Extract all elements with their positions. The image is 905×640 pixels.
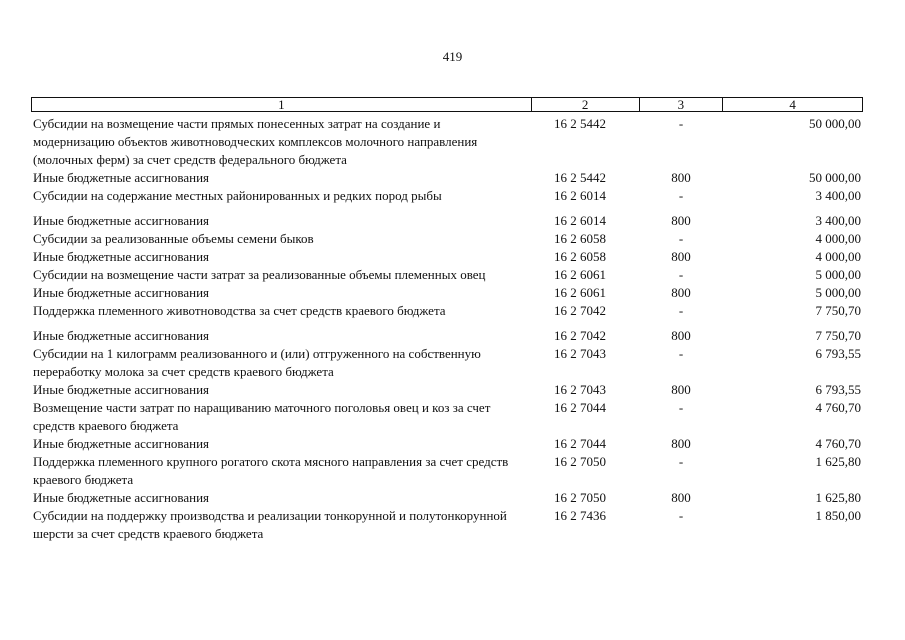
table-row: [31, 169, 863, 187]
row-code: 16 2 7043: [554, 382, 606, 397]
row-type: -: [678, 454, 684, 469]
row-type: 800: [671, 490, 691, 505]
table-row: [31, 230, 863, 248]
row-type: 800: [671, 213, 691, 228]
row-type: 800: [671, 249, 691, 264]
row-code: 16 2 7044: [554, 436, 606, 451]
row-code: 16 2 7042: [554, 303, 606, 318]
row-amount: 4 000,00: [815, 249, 861, 264]
row-amount: 7 750,70: [815, 303, 861, 318]
row-amount: 4 000,00: [815, 231, 861, 246]
row-type: -: [678, 400, 684, 415]
row-name: Поддержка племенного животноводства за счет средств краевого бюджета: [33, 303, 446, 318]
row-code: 16 2 7050: [554, 490, 606, 505]
table-row: [31, 248, 863, 266]
table-row: [31, 489, 863, 507]
page-number: 419: [442, 49, 463, 64]
row-code: 16 2 7042: [554, 328, 606, 343]
table-row: [31, 302, 863, 320]
row-amount: 1 625,80: [815, 490, 861, 505]
row-amount: 50 000,00: [809, 116, 861, 131]
row-code: 16 2 6014: [554, 188, 606, 203]
row-amount: 7 750,70: [815, 328, 861, 343]
row-amount: 6 793,55: [815, 382, 861, 397]
row-amount: 6 793,55: [815, 346, 861, 361]
table-row: [31, 381, 863, 399]
row-amount: 50 000,00: [809, 170, 861, 185]
table-row: [31, 284, 863, 302]
table-row: [31, 345, 863, 381]
table-row: [31, 435, 863, 453]
row-code: 16 2 6058: [554, 249, 606, 264]
table-row: [31, 507, 863, 543]
row-code: 16 2 6014: [554, 213, 606, 228]
row-code: 16 2 7436: [554, 508, 606, 523]
table-row: [31, 187, 863, 205]
table-row: [31, 115, 863, 169]
row-name: Иные бюджетные ассигнования: [33, 170, 210, 185]
row-type: 800: [671, 382, 691, 397]
table-row: [31, 212, 863, 230]
row-code: 16 2 7043: [554, 346, 606, 361]
row-name: Иные бюджетные ассигнования: [33, 328, 210, 343]
table-row: [31, 399, 863, 435]
row-amount: 4 760,70: [815, 400, 861, 415]
row-type: -: [678, 231, 684, 246]
row-name: Субсидии за реализованные объемы семени быков: [33, 231, 314, 246]
table-row: [31, 266, 863, 284]
row-name: Поддержка племенного крупного рогатого скота мясного направления за счет средств краевого бюджета: [33, 454, 509, 487]
row-code: 16 2 5442: [554, 170, 606, 185]
row-name: Субсидии на поддержку производства и реализации тонкорунной и полутонкорунной шерсти за счет средств краевого бюджета: [33, 508, 507, 541]
row-type: 800: [671, 436, 691, 451]
row-amount: 5 000,00: [815, 285, 861, 300]
row-code: 16 2 6058: [554, 231, 606, 246]
header-col-3: 3: [639, 98, 723, 111]
row-amount: 3 400,00: [815, 213, 861, 228]
header-col-2: 2: [531, 98, 639, 111]
row-name: Иные бюджетные ассигнования: [33, 285, 210, 300]
row-name: Иные бюджетные ассигнования: [33, 249, 210, 264]
row-name: Иные бюджетные ассигнования: [33, 490, 210, 505]
table-header: [31, 97, 863, 112]
table-row: [31, 327, 863, 345]
row-amount: 4 760,70: [815, 436, 861, 451]
row-code: 16 2 7050: [554, 454, 606, 469]
row-code: 16 2 6061: [554, 285, 606, 300]
row-name: Иные бюджетные ассигнования: [33, 213, 210, 228]
row-name: Субсидии на 1 килограмм реализованного и (или) отгруженного на собственную переработку молока за счет средств краевого бюджета: [33, 346, 481, 379]
table-body: [31, 115, 863, 543]
table-row: [31, 453, 863, 489]
header-col-1: 1: [278, 97, 285, 112]
row-type: -: [678, 188, 684, 203]
row-type: 800: [671, 285, 691, 300]
row-type: 800: [671, 170, 691, 185]
row-name: Иные бюджетные ассигнования: [33, 382, 210, 397]
row-name: Иные бюджетные ассигнования: [33, 436, 210, 451]
row-type: -: [678, 303, 684, 318]
row-amount: 5 000,00: [815, 267, 861, 282]
row-code: 16 2 6061: [554, 267, 606, 282]
row-code: 16 2 7044: [554, 400, 606, 415]
row-name: Возмещение части затрат по наращиванию маточного поголовья овец и коз за счет средств краевого бюджета: [33, 400, 491, 433]
row-name: Субсидии на возмещение части прямых понесенных затрат на создание и модернизацию объектов животноводческих комплексов молочного направления (молочных ферм) за счет средств федерального бюджета: [33, 116, 478, 167]
row-type: -: [678, 346, 684, 361]
row-code: 16 2 5442: [554, 116, 606, 131]
row-name: Субсидии на возмещение части затрат за реализованные объемы племенных овец: [33, 267, 486, 282]
row-type: -: [678, 116, 684, 131]
row-type: 800: [671, 328, 691, 343]
row-amount: 3 400,00: [815, 188, 861, 203]
row-amount: 1 625,80: [815, 454, 861, 469]
header-col-4: 4: [722, 98, 862, 111]
row-type: -: [678, 267, 684, 282]
row-amount: 1 850,00: [815, 508, 861, 523]
row-type: -: [678, 508, 684, 523]
row-name: Субсидии на содержание местных районированных и редких пород рыбы: [33, 188, 442, 203]
